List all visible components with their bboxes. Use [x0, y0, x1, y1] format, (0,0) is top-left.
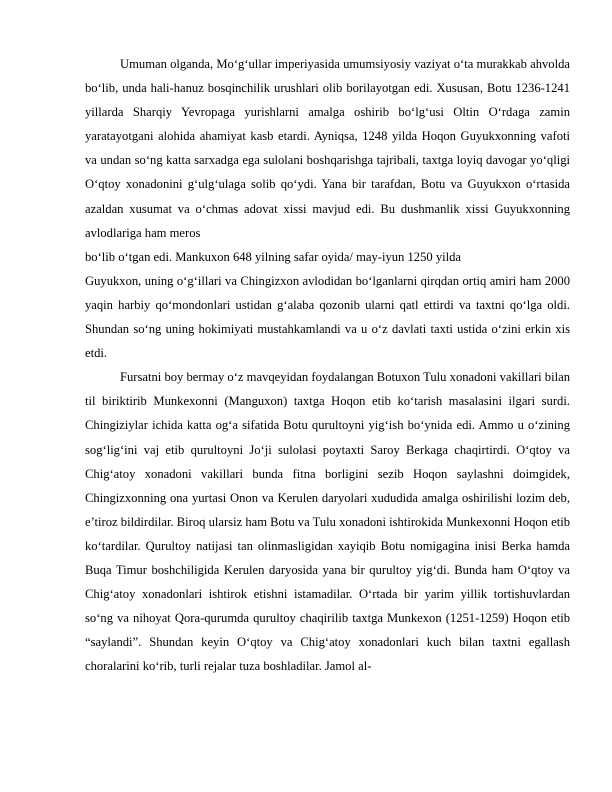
- paragraph-2: bo‘lib o‘tgan edi. Mankuxon 648 yilning safar oyida/ may-iyun 1250 yilda: [85, 249, 461, 264]
- paragraph-1: Umuman olganda, Mo‘g‘ullar imperiyasida umumsiyosiy vaziyat o‘ta murakkab ahvolda bo‘lib, unda hali-hanuz bosqinchilik urushlari olib borilayotgan edi. Xususan, Botu 1236-1241 yillarda Sharqiy Yevropaga yurishlarni amalga oshirib bo‘lg‘usi Oltin O‘rdaga zamin yaratayotgani alohida ahamiyat kasb etardi. Ayniqsa, 1248 yilda Hoqon Guyukxonning vafoti va undan so‘ng katta sarxadga ega sulolani boshqarishga tajribali, taxtga loyiq davogar yo‘qligi O‘qtoy xonadonini g‘ulg‘ulaga solib qo‘ydi. Yana bir tarafdan, Botu va Guyukxon o‘rtasida azaldan xusumat va o‘chmas adovat xissi mavjud edi. Bu dushmanlik xissi Guyukxonning avlodlariga ham meros: [85, 57, 570, 240]
- document-page: [85, 52, 570, 678]
- paragraph-3: Guyukxon, uning o‘g‘illari va Chingizxon avlodidan bo‘lganlarni qirqdan ortiq amiri ham 2000 yaqin harbiy qo‘mondonlari ustidan g‘alaba qozonib ularni qatl ettirdi va taxtni qo‘lga oldi. Shundan so‘ng uning hokimiyati mustahkamlandi va u o‘z davlati taxti ustida o‘zini erkin xis etdi.: [85, 273, 570, 361]
- paragraph-4: Fursatni boy bermay o‘z mavqeyidan foydalangan Botuxon Tulu xonadoni vakillari bilan til biriktirib Munkexonni (Manguxon) taxtga Hoqon etib ko‘tarish masalasini ilgari surdi. Chingiziylar ichida katta og‘a sifatida Botu qurultoyni yig‘ish bo‘ynida edi. Ammo u o‘zining sog‘lig‘ini vaj etib qurultoyni Jo‘ji sulolasi poytaxti Saroy Berkaga chaqirtirdi. O‘qtoy va Chig‘atoy xonadoni vakillari bunda fitna borligini sezib Hoqon saylashni doimgidek, Chingizxonning ona yurtasi Onon va Kerulen daryolari xududida amalga oshirilishi lozim deb, e’tiroz bildirdilar. Biroq ularsiz ham Botu va Tulu xonadoni ishtirokida Munkexonni Hoqon etib ko‘tardilar. Qurultoy natijasi tan olinmasligidan xayiqib Botu nomigagina inisi Berka hamda Buqa Timur boshchiligida Kerulen daryosida yana bir qurultoy yig‘di. Bunda ham O‘qtoy va Chig‘atoy xonadonlari ishtirok etishni istamadilar. O‘rtada bir yarim yillik tortishuvlardan so‘ng va nihoyat Qora-qurumda qurultoy chaqirilib taxtga Munkexon (1251-1259) Hoqon etib “saylandi”. Shundan keyin O‘qtoy va Chig‘atoy xonadonlari kuch bilan taxtni egallash choralarini ko‘rib, turli rejalar tuza boshladilar. Jamol al-: [85, 370, 570, 674]
